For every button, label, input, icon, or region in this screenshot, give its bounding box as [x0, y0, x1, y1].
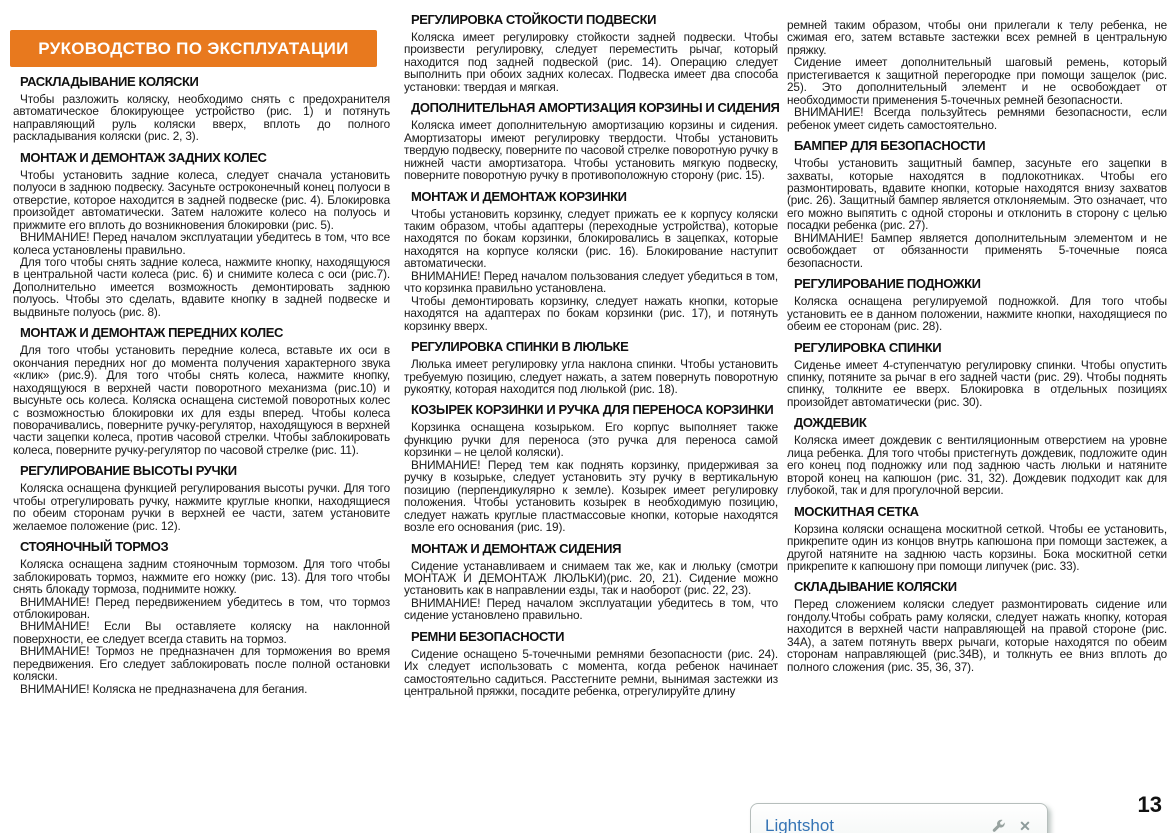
- section-heading: МОСКИТНАЯ СЕТКА: [794, 503, 919, 519]
- paragraph: Сидение оснащено 5-точечными ремнями безопасности (рис. 24). Их следует использовать с момента, когда ребенок начинает самостоятельно садиться. Расстегните ремни, вынимая застежки из центральной пряжки, посадите ребенка, отрегулируйте длину: [404, 646, 778, 699]
- paragraph: Чтобы установить защитный бампер, засуньте его зацепки в захваты, которые находятся в подлокотниках. Чтобы его размонтировать, вдавите кнопки, которые находятся внизу захватов (рис. 26). Защитный бампер является отклоняемым. Это означает, что его можно выпятить с одной стороны и отклонить в сторону с целью посадки ребенка (рис. 27).: [787, 156, 1167, 233]
- paragraph: Коляска имеет дополнительную амортизацию корзины и сидения. Амортизаторы имеют регулировку твердости. Чтобы установить твердую подвеску, поверните по часовой стрелке поворотную ручку в нижней части амортизатора. Чтобы установить мягкую подвеску, поверните поворотную ручку в противоположную сторону (рис. 15).: [404, 118, 778, 183]
- paragraph: Корзинка оснащена козырьком. Его корпус выполняет также функцию ручки для переноса (это ручка для переноса самой корзинки – не целой коляски).: [404, 420, 778, 460]
- lightshot-popup: [750, 803, 1048, 833]
- section-heading: СКЛАДЫВАНИЕ КОЛЯСКИ: [794, 579, 957, 595]
- section-heading: РЕГУЛИРОВКА СПИНКИ В ЛЮЛЬКЕ: [411, 339, 629, 355]
- paragraph: ВНИМАНИЕ! Бампер является дополнительным элементом и не освобождает от обязанности применять 5-точечные пояса безопасности.: [787, 230, 1167, 270]
- lightshot-actions: [990, 818, 1033, 833]
- paragraph: ВНИМАНИЕ! Перед началом эксплуатации убедитесь в том, что все колеса установлены правильно.: [13, 230, 390, 257]
- paragraph: ВНИМАНИЕ! Перед началом эксплуатации убедитесь в том, что сидение установлено правильно.: [404, 595, 778, 623]
- section-heading: РЕГУЛИРОВКА СПИНКИ: [794, 339, 942, 355]
- paragraph: Перед сложением коляски следует размонтировать сидение или гондолу.Чтобы собрать раму коляски, следует нажать кнопку, которая находится в верхней части направляющей на правой стороне (рис. 34А), а затем потянуть вверх рычаги, которые находятся по обеим сторонам направляющей (рис.34В), и толкнуть ее вниз вплоть до полного сложения (рис. 35, 36, 37).: [787, 597, 1167, 674]
- paragraph: Корзина коляски оснащена москитной сеткой. Чтобы ее установить, прикрепите один из концов внутрь капюшона при помощи застежек, а другой натяните на заднюю часть корзины. Бока москитной сетки прикрепите к капюшону при помощи липучек (рис. 33).: [787, 521, 1167, 573]
- section-heading: РАСКЛАДЫВАНИЕ КОЛЯСКИ: [20, 74, 199, 89]
- section-heading: РЕМНИ БЕЗОПАСНОСТИ: [411, 628, 565, 644]
- paragraph: Чтобы установить задние колеса, следует сначала установить полуоси в заднюю подвеску. Засуньте остроконечный конец полуоси в отверстие, которое находится в задней подвеске (рис. 4). Блокировка произойдет автоматически. Затем наложите колесо на полуось и прижмите его вплоть до возникновения блокировки (рис. 5).: [13, 167, 390, 232]
- paragraph: Сидение устанавливаем и снимаем так же, как и люльку (смотри МОНТАЖ И ДЕМОНТАЖ ЛЮЛЬКИ)(рис. 20, 21). Сидение можно установить как в направлении езды, так и наоборот (рис. 22, 23).: [404, 558, 778, 598]
- section-heading: МОНТАЖ И ДЕМОНТАЖ ЗАДНИХ КОЛЕС: [20, 149, 267, 165]
- section-heading: РЕГУЛИРОВКА СТОЙКОСТИ ПОДВЕСКИ: [411, 12, 657, 27]
- paragraph: Коляска имеет регулировку стойкости задней подвески. Чтобы произвести регулировку, следует переместить рычаг, который находится под задней подвеской (рис. 14). Операцию следует выполнить при обоих задних колесах. Подвеска имеет два способа установки: твердая и мягкая.: [404, 30, 778, 94]
- paragraph: Для того чтобы установить передние колеса, вставьте их оси в окончания передних ног до момента получения характерного звука «клик» (рис.9). Для того чтобы снять колеса, нажмите кнопку, находящуюся в верхней части поворотного механизма (рис.10) и высуньте ось колеса. Коляска оснащена системой поворотных колес с возможностью блокировки их для езды вперед. Чтобы колеса поворачивались, поверните ручку-регулятор, находящуюся в верхней части зацепки колеса, против часовой стрелки. Чтобы заблокировать колеса, поверните ручку-регулятор по часовой стрелке (рис. 11).: [13, 343, 390, 457]
- section-heading: РЕГУЛИРОВАНИЕ ПОДНОЖКИ: [794, 276, 981, 292]
- column-left: [10, 28, 390, 695]
- lightshot-title: Lightshot: [765, 816, 834, 833]
- section-heading: ДОПОЛНИТЕЛЬНАЯ АМОРТИЗАЦИЯ КОРЗИНЫ И СИДЕНИЯ: [411, 100, 780, 116]
- page-number: 13: [1137, 792, 1162, 817]
- wrench-icon: [991, 819, 1006, 833]
- paragraph: ВНИМАНИЕ! Перед началом пользования следует убедиться в том, что корзинка правильно установлена.: [404, 268, 778, 296]
- section-heading: БАМПЕР ДЛЯ БЕЗОПАСНОСТИ: [794, 138, 986, 154]
- paragraph: ВНИМАНИЕ! Перед передвижением убедитесь в том, что тормоз отблокирован.: [13, 594, 390, 621]
- section-heading: РЕГУЛИРОВАНИЕ ВЫСОТЫ РУЧКИ: [20, 463, 237, 479]
- column-middle: [404, 5, 778, 698]
- section-heading: СТОЯНОЧНЫЙ ТОРМОЗ: [20, 539, 169, 555]
- close-button[interactable]: [1017, 818, 1033, 833]
- paragraph: ВНИМАНИЕ! Перед тем как поднять корзинку, придерживая за ручку в козырьке, следует установить эту ручку в вертикальную позицию (перпендикулярно к земле). Козырек имеет регулировку положения. Чтобы установить козырек в необходимую позицию, следует нажать круглые пластмассовые кнопки, которые находятся возле его основания (рис. 19).: [404, 457, 778, 535]
- paragraph: ВНИМАНИЕ! Тормоз не предназначен для торможения во время передвижения. Его следует заблокировать после полной остановки коляски.: [13, 644, 390, 684]
- paragraph: ВНИМАНИЕ! Если Вы оставляете коляску на наклонной поверхности, ее следует всегда ставить на тормоз.: [13, 619, 390, 646]
- paragraph: ремней таким образом, чтобы они прилегали к телу ребенка, не сжимая его, затем вставьте застежки всех ремней в центральную пряжку.: [787, 18, 1167, 57]
- paragraph: Коляска оснащена задним стояночным тормозом. Для того чтобы заблокировать тормоз, нажмите его ножку (рис. 13). Для того чтобы снять блокаду тормоза, поднимите ножку.: [13, 557, 390, 597]
- settings-button[interactable]: [990, 818, 1006, 833]
- section-heading: ДОЖДЕВИК: [794, 415, 867, 431]
- close-icon: ✕: [1019, 818, 1031, 833]
- section-heading: МОНТАЖ И ДЕМОНТАЖ ПЕРЕДНИХ КОЛЕС: [20, 325, 284, 341]
- column-left-text: [13, 74, 390, 695]
- paragraph: Чтобы разложить коляску, необходимо снять с предохранителя автоматическое блокирующее устройство (рис. 1) и потянуть направляющий руль коляски вверх, вплоть до полного раскладывания коляски (рис. 2, 3).: [13, 92, 390, 144]
- paragraph: Чтобы демонтировать корзинку, следует нажать кнопки, которые находятся на адаптерах по бокам корзинки (рис. 17), и потянуть корзинку вверх.: [404, 293, 778, 333]
- column-right: [787, 19, 1167, 673]
- paragraph: Сиденье имеет 4-ступенчатую регулировку спинки. Чтобы опустить спинку, потяните за рычаг в его задней части (рис. 29). Чтобы поднять спинку, толкните ее вверх. Блокировка в отдельных позициях произойдет автоматически (рис. 30).: [787, 357, 1167, 409]
- section-heading: МОНТАЖ И ДЕМОНТАЖ СИДЕНИЯ: [411, 540, 622, 556]
- paragraph: Для того чтобы снять задние колеса, нажмите кнопку, находящуюся в центральной части колеса (рис. 6) и снимите колеса с оси (рис.7). Дополнительно имеется возможность демонтировать заднюю полуось. Чтобы это сделать, вдавите кнопку в задней подвеске и выдвиньте полуось (рис. 8).: [13, 254, 390, 319]
- paragraph: ВНИМАНИЕ! Всегда пользуйтесь ремнями безопасности, если ребенок умеет сидеть самостоятельно.: [787, 105, 1167, 132]
- paragraph: Люлька имеет регулировку угла наклона спинки. Чтобы установить требуемую позицию, следует нажать, а затем повернуть поворотную рукоятку, которая находится под люлькой (рис. 18).: [404, 357, 778, 396]
- paragraph: Коляска имеет дождевик с вентиляционным отверстием на уровне лица ребенка. Для того чтобы пристегнуть дождевик, подложите один его конец под подножку или под заднюю часть люльки и натяните второй конец на капюшон (рис. 31, 32). Дождевик подходит как для глубокой, так и для прогулочной версии.: [787, 433, 1167, 498]
- section-heading: МОНТАЖ И ДЕМОНТАЖ КОРЗИНКИ: [411, 188, 627, 204]
- section-heading: КОЗЫРЕК КОРЗИНКИ И РУЧКА ДЛЯ ПЕРЕНОСА КОРЗИНКИ: [411, 402, 774, 418]
- paragraph: Сидение имеет дополнительный шаговый ремень, который пристегивается к защитной перегородке при помощи защелок (рис. 25). Это дополнительный элемент и не освобождает от необходимости применения 5-точечных ремней безопасности.: [787, 55, 1167, 107]
- manual-title-banner: [10, 30, 377, 67]
- paragraph: ВНИМАНИЕ! Коляска не предназначена для бегания.: [20, 681, 308, 696]
- page-title: РУКОВОДСТВО ПО ЭКСПЛУАТАЦИИ: [38, 38, 349, 58]
- paragraph: Коляска оснащена функцией регулирования высоты ручки. Для того чтобы отрегулировать ручку, нажмите круглые кнопки, находящиеся по обеим сторонам ручки в верхней ее части, затем установите желаемое положение (рис. 12).: [13, 481, 390, 533]
- paragraph: Чтобы установить корзинку, следует прижать ее к корпусу коляски таким образом, чтобы адаптеры (переходные устройства), которые находятся по бокам корзинки, блокировались в зацепках, которые находятся на корпусе коляски (рис. 16). Блокирование наступит автоматически.: [404, 206, 778, 271]
- paragraph: Коляска оснащена регулируемой подножкой. Для того чтобы установить ее в данном положении, нажмите кнопки, находящиеся по обеим ее сторонам (рис. 28).: [787, 294, 1167, 334]
